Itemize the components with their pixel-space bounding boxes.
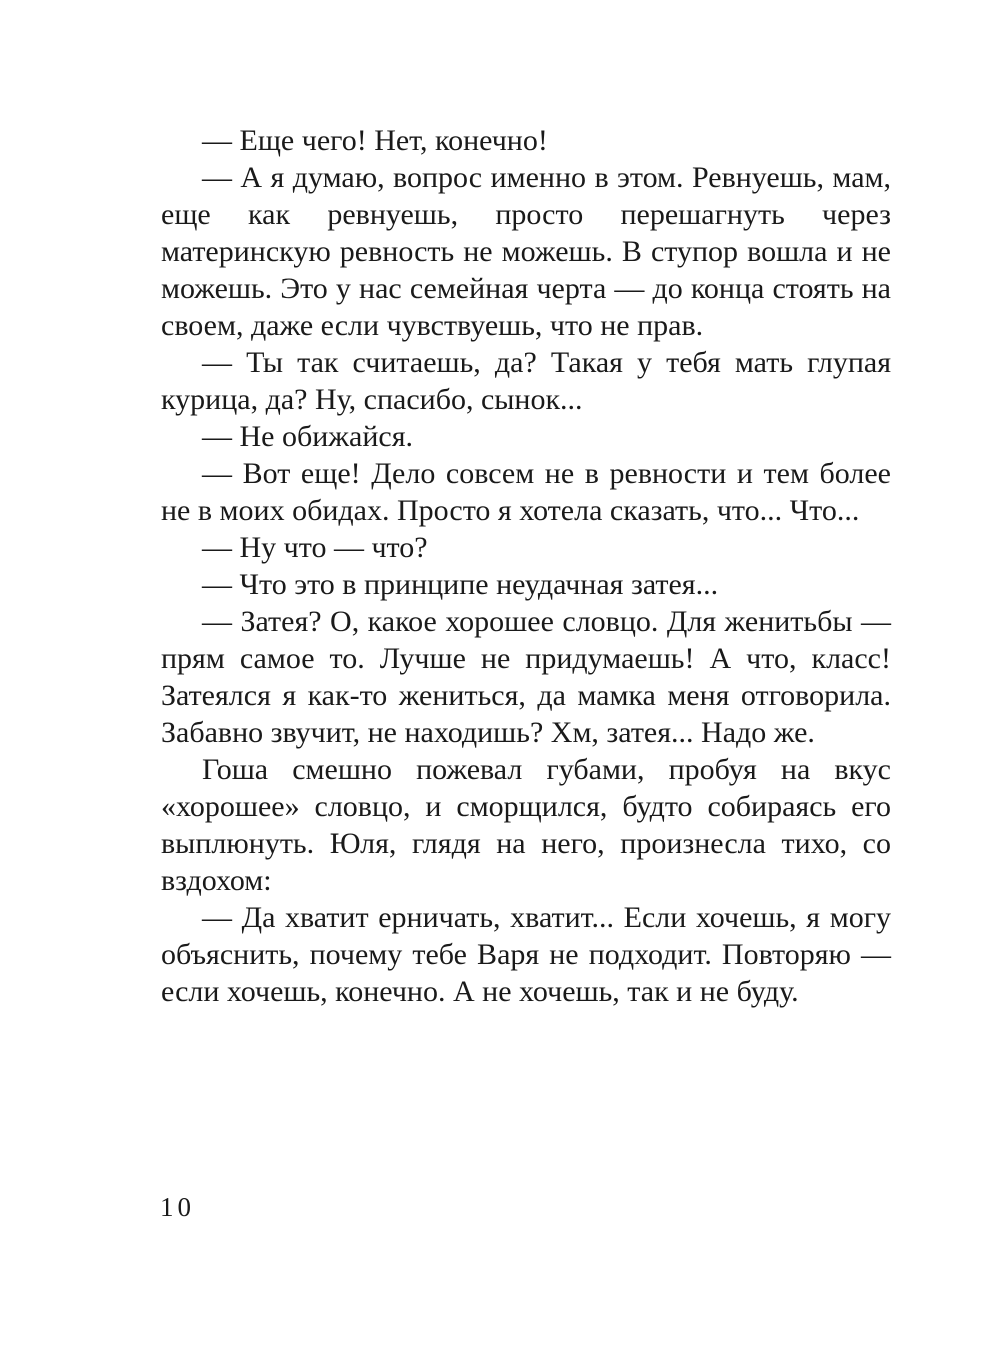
paragraph-9: Гоша смешно пожевал губами, пробуя на вкус «хорошее» словцо, и сморщился, будто собираясь его выплюнуть. Юля, глядя на него, произнесла тихо, со вздохом: bbox=[161, 753, 891, 897]
paragraph-2: — А я думаю, вопрос именно в этом. Ревнуешь, мам, еще как ревнуешь, просто перешагнуть через материнскую ревность не можешь. В ступор вошла и не можешь. Это у нас семейная черта — до конца стоять на своем, даже если чувствуешь, что не прав. bbox=[161, 161, 891, 342]
paragraph-8: — Затея? О, какое хорошее словцо. Для женитьбы — прям самое то. Лучше не придумаешь! А что, класс! Затеялся я как-то жениться, да мамка меня отговорила. Забавно звучит, не находишь? Хм, затея... Надо же. bbox=[161, 605, 891, 749]
paragraph-10: — Да хватит ерничать, хватит... Если хочешь, я могу объяснить, почему тебе Варя не подходит. Повторяю — если хочешь, конечно. А не хочешь, так и не буду. bbox=[161, 901, 891, 1008]
paragraph-3: — Ты так считаешь, да? Такая у тебя мать глупая курица, да? Ну, спасибо, сынок... bbox=[161, 346, 891, 416]
paragraph-6: — Ну что — что? bbox=[202, 531, 428, 564]
page-text bbox=[161, 122, 891, 1010]
page-number: 10 bbox=[160, 1192, 195, 1222]
paragraph-4: — Не обижайся. bbox=[202, 420, 414, 453]
paragraph-1: — Еще чего! Нет, конечно! bbox=[202, 124, 548, 157]
paragraph-7: — Что это в принципе неудачная затея... bbox=[202, 568, 719, 601]
paragraph-5: — Вот еще! Дело совсем не в ревности и тем более не в моих обидах. Просто я хотела сказать, что... Что... bbox=[161, 457, 891, 527]
